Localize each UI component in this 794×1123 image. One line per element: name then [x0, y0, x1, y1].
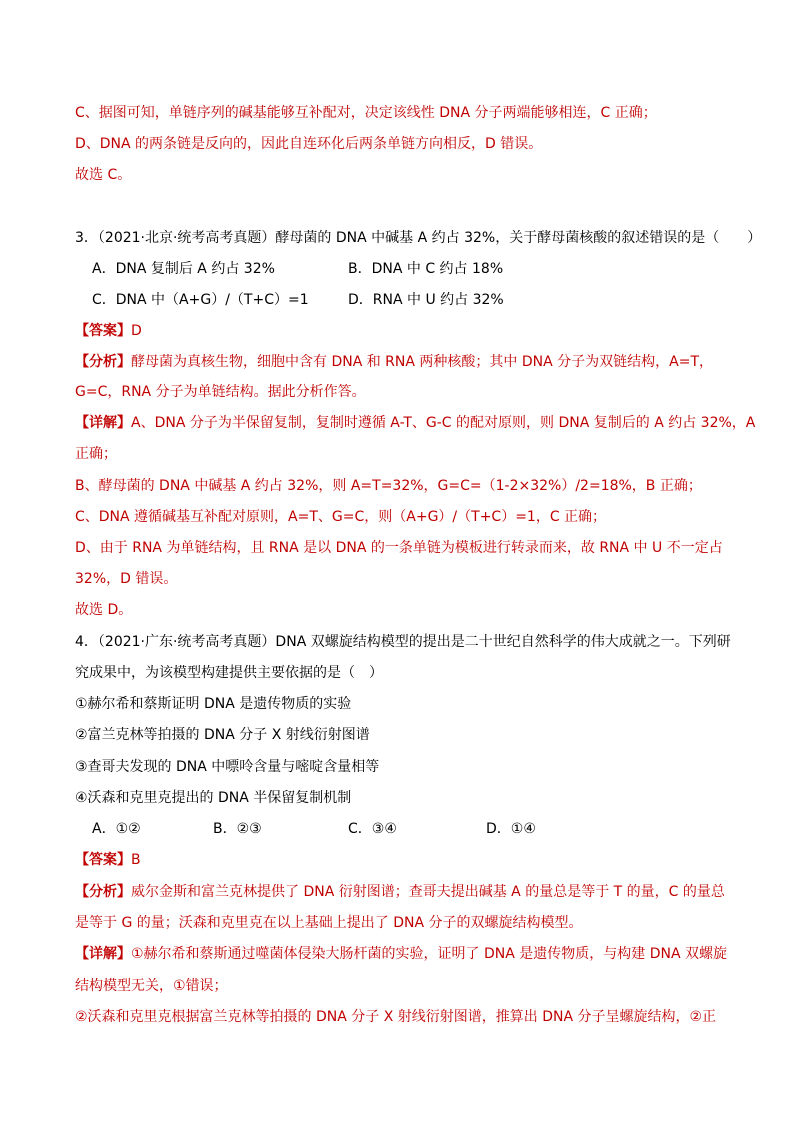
- detail-text: ①赫尔希和蔡斯通过噬菌体侵染大肠杆菌的实验，证明了 DNA 是遗传物质，与构建 DNA 双螺旋: [131, 946, 728, 962]
- q3-analysis-line-1: [75, 352, 713, 372]
- q4-analysis-line-2: 是等于 G 的量；沃森和克里克在以上基础上提出了 DNA 分子的双螺旋结构模型。: [75, 915, 583, 931]
- q4-detail-line-2: 结构模型无关，①错误；: [75, 978, 228, 994]
- answer-tag: 【答案】: [75, 323, 131, 339]
- q4-item-3: ③查哥夫发现的 DNA 中嘌呤含量与嘧啶含量相等: [75, 759, 380, 775]
- q3-option-b: B．DNA 中 C 约占 18%: [348, 261, 504, 277]
- detail-tag: 【详解】: [75, 946, 131, 962]
- q4-item-4: ④沃森和克里克提出的 DNA 半保留复制机制: [75, 790, 352, 806]
- q4-item-1: ①赫尔希和蔡斯证明 DNA 是遗传物质的实验: [75, 696, 352, 712]
- q4-option-c: C．③④: [348, 821, 397, 837]
- q3-detail-line-3: B、酵母菌的 DNA 中碱基 A 约占 32%，则 A=T=32%，G=C=（1-2×32%）/2=18%，B 正确；: [75, 478, 702, 494]
- q3-detail-line-5: D、由于 RNA 为单链结构，且 RNA 是以 DNA 的一条单链为模板进行转录而来，故 RNA 中 U 不一定占: [75, 540, 723, 556]
- analysis-tag: 【分析】: [75, 354, 131, 370]
- q3-analysis-line-2: G=C，RNA 分子为单链结构。据此分析作答。: [75, 384, 366, 400]
- q3-detail-line-6: 32%，D 错误。: [75, 571, 178, 587]
- q3-detail-line-4: C、DNA 遵循碱基互补配对原则，A=T、G=C，则（A+G）/（T+C）=1，C 正确；: [75, 509, 607, 525]
- q3-detail-line-2: 正确；: [75, 446, 117, 462]
- q3-option-c: C．DNA 中（A+G）/（T+C）=1: [92, 292, 309, 308]
- q4-stem-line-1: 4．（2021·广东·统考高考真题）DNA 双螺旋结构模型的提出是二十世纪自然科学的伟大成就之一。下列研: [75, 634, 731, 650]
- q4-analysis-line-1: [75, 882, 725, 902]
- q3-answer: [75, 321, 142, 341]
- q3-option-a: A．DNA 复制后 A 约占 32%: [92, 261, 275, 277]
- q3-option-d: D．RNA 中 U 约占 32%: [348, 292, 504, 308]
- q3-detail-line-1: [75, 413, 755, 433]
- prev-explanation-c: C、据图可知，单链序列的碱基能够互补配对，决定该线性 DNA 分子两端能够相连，C 正确；: [75, 105, 657, 121]
- q4-stem-line-2: 究成果中，为该模型构建提供主要依据的是（ ）: [75, 665, 383, 681]
- q3-stem: 3．（2021·北京·统考高考真题）酵母菌的 DNA 中碱基 A 约占 32%，关于酵母菌核酸的叙述错误的是（ ）: [75, 230, 762, 246]
- q4-option-a: A．①②: [92, 821, 141, 837]
- prev-explanation-d: D、DNA 的两条链是反向的，因此自连环化后两条单链方向相反，D 错误。: [75, 136, 543, 152]
- answer-value: D: [131, 323, 142, 339]
- q4-option-d: D．①④: [486, 821, 536, 837]
- answer-tag: 【答案】: [75, 852, 131, 868]
- q4-answer: [75, 850, 141, 870]
- detail-text: A、DNA 分子为半保留复制，复制时遵循 A-T、G-C 的配对原则，则 DNA 复制后的 A 约占 32%，A: [131, 415, 756, 431]
- q4-item-2: ②富兰克林等拍摄的 DNA 分子 X 射线衍射图谱: [75, 727, 370, 743]
- analysis-text: 酵母菌为真核生物，细胞中含有 DNA 和 RNA 两种核酸；其中 DNA 分子为双链结构，A=T，: [131, 354, 713, 370]
- analysis-tag: 【分析】: [75, 884, 131, 900]
- q3-choose: 故选 D。: [75, 602, 133, 618]
- q4-detail-line-3: ②沃森和克里克根据富兰克林等拍摄的 DNA 分子 X 射线衍射图谱，推算出 DNA 分子呈螺旋结构，②正: [75, 1009, 717, 1025]
- analysis-text: 威尔金斯和富兰克林提供了 DNA 衍射图谱；查哥夫提出碱基 A 的量总是等于 T 的量，C 的量总: [131, 884, 725, 900]
- detail-tag: 【详解】: [75, 415, 131, 431]
- q4-option-b: B．②③: [213, 821, 262, 837]
- answer-value: B: [131, 852, 141, 868]
- prev-choose: 故选 C。: [75, 167, 132, 183]
- q4-detail-line-1: [75, 944, 727, 964]
